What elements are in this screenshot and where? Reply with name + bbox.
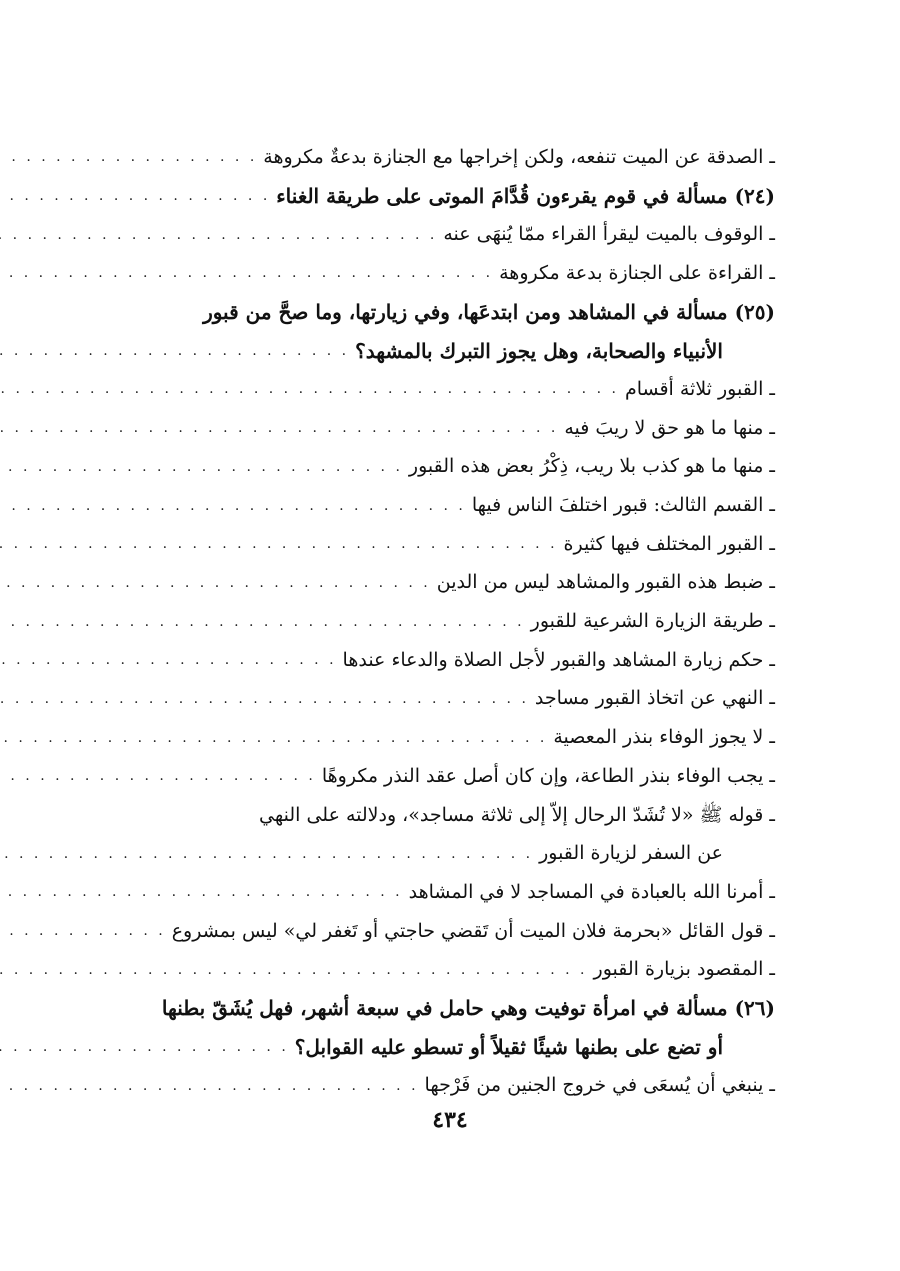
toc-entry (125, 796, 775, 835)
toc-entry-text: ـ منها ما هو كذب بلا ريب، ذِكْرُ بعض هذه القبور (408, 455, 775, 478)
toc-entry (125, 912, 775, 951)
toc-entry (125, 370, 775, 409)
toc-entry-text: ـ يجب الوفاء بنذر الطاعة، وإن كان أصل عقد النذر مكروهًا (321, 764, 775, 787)
dot-leader (0, 924, 172, 938)
toc-entry (125, 525, 775, 564)
dot-leader (0, 189, 276, 203)
toc-entry-text: ـ القبور ثلاثة أقسام (624, 377, 775, 400)
dot-leader (0, 963, 594, 977)
dot-leader (0, 769, 322, 783)
toc-section-heading (125, 177, 775, 216)
toc-entry (125, 680, 775, 719)
toc-entry-text: ـ الوقوف بالميت ليقرأ القراء ممّا يُنهَى عنه (443, 223, 775, 246)
dot-leader (0, 653, 343, 667)
dot-leader (0, 150, 263, 164)
toc-entry (125, 1067, 775, 1106)
toc-entry (125, 564, 775, 603)
toc-entry-text: ـ ضبط هذه القبور والمشاهد ليس من الدين (436, 571, 775, 594)
dot-leader (0, 537, 564, 551)
dot-leader (0, 344, 355, 358)
toc-entry-text: ـ ينبغي أن يُسعَى في خروج الجنين من فَرْجها (424, 1074, 775, 1097)
dot-leader (0, 421, 564, 435)
toc-entry (125, 215, 775, 254)
dot-leader (0, 692, 535, 706)
dot-leader (0, 576, 437, 590)
toc-entry-text: ـ الصدقة عن الميت تنفعه، ولكن إخراجها مع الجنازة بدعةٌ مكروهة (263, 145, 775, 168)
toc-entry (125, 950, 775, 989)
toc-entry-text: أو تضع على بطنها شيئًا ثقيلاً أو تسطو عليه القوابل؟ (294, 1035, 723, 1060)
toc-entry (125, 409, 775, 448)
dot-leader (0, 615, 531, 629)
toc-entry (125, 602, 775, 641)
toc-entry-text: (٢٤) مسألة في قوم يقرءون قُدَّامَ الموتى على طريقة الغناء (276, 184, 775, 209)
toc-section-heading (125, 989, 775, 1028)
toc-section-heading (125, 293, 775, 332)
toc-entry (125, 873, 775, 912)
toc-entry (125, 718, 775, 757)
toc-entry-text: ـ القبور المختلف فيها كثيرة (563, 532, 775, 555)
dot-leader (0, 228, 443, 242)
toc-section-heading-continued (125, 331, 775, 370)
dot-leader (0, 460, 409, 474)
dot-leader (0, 1079, 425, 1093)
dot-leader (0, 847, 539, 861)
toc-entry-text: عن السفر لزيارة القبور (539, 842, 723, 865)
toc-section-heading-continued (125, 1028, 775, 1067)
table-of-contents (125, 138, 775, 1105)
toc-entry-text: الأنبياء والصحابة، وهل يجوز التبرك بالمشهد؟ (355, 338, 723, 363)
toc-entry-continued (125, 834, 775, 873)
dot-leader (0, 499, 472, 513)
toc-entry-text: ـ المقصود بزيارة القبور (593, 958, 775, 981)
dot-leader (0, 885, 409, 899)
toc-entry (125, 757, 775, 796)
dot-leader (0, 266, 499, 280)
page-number-footer: ٤٣٤ (432, 1107, 468, 1133)
dot-leader (0, 1040, 295, 1054)
toc-entry-text: ـ حكم زيارة المشاهد والقبور لأجل الصلاة والدعاء عندها (342, 648, 775, 671)
toc-entry-text: ـ أمرنا الله بالعبادة في المساجد لا في المشاهد (408, 880, 775, 903)
toc-entry-text: (٢٥) مسألة في المشاهد ومن ابتدعَها، وفي زيارتها، وما صحَّ من قبور (203, 300, 775, 325)
toc-entry (125, 254, 775, 293)
toc-entry-text: ـ النهي عن اتخاذ القبور مساجد (534, 687, 775, 710)
dot-leader (0, 382, 625, 396)
toc-entry (125, 448, 775, 487)
dot-leader (0, 731, 553, 745)
toc-entry-text: ـ القسم الثالث: قبور اختلفَ الناس فيها (471, 494, 775, 517)
toc-entry-text: ـ قول القائل «بحرمة فلان الميت أن تَقضي حاجتي أو تَغفر لي» ليس بمشروع (171, 919, 775, 942)
toc-entry-text: ـ قوله ﷺ «لا تُشَدّ الرحال إلاّ إلى ثلاثة مساجد»، ودلالته على النهي (259, 803, 775, 826)
toc-entry-text: ـ منها ما هو حق لا ريبَ فيه (564, 416, 775, 439)
toc-entry-text: ـ لا يجوز الوفاء بنذر المعصية (553, 726, 775, 749)
toc-entry (125, 486, 775, 525)
toc-entry-text: (٢٦) مسألة في امرأة توفيت وهي حامل في سبعة أشهر، فهل يُشَقّ بطنها (161, 996, 775, 1021)
toc-entry-text: ـ القراءة على الجنازة بدعة مكروهة (499, 261, 775, 284)
toc-entry (125, 138, 775, 177)
toc-entry-text: ـ طريقة الزيارة الشرعية للقبور (530, 610, 775, 633)
toc-entry (125, 641, 775, 680)
